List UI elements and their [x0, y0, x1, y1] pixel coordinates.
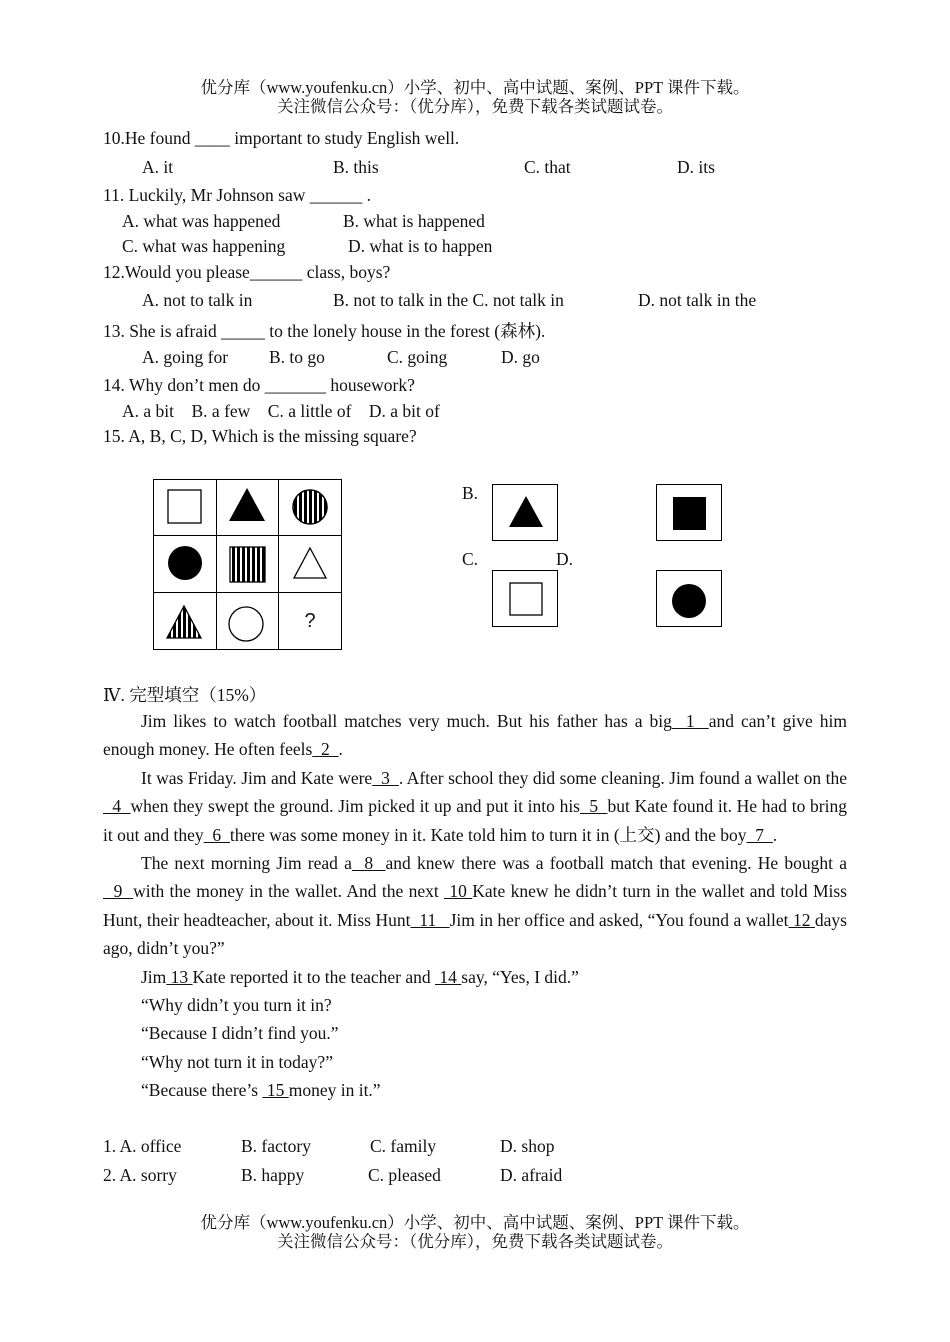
dialogue-line-1: “Why didn’t you turn it in?: [141, 995, 332, 1016]
q10-option-d: D. its: [677, 157, 715, 177]
dialogue-line-4: “Because there’s 15 money in it.”: [141, 1080, 381, 1101]
striped-circle-shape: [279, 480, 341, 535]
option-box-square: [656, 484, 722, 541]
option-box-triangle: [492, 484, 558, 541]
q13-option-d: D. go: [501, 347, 540, 367]
q11-stem: 11. Luckily, Mr Johnson saw ______ .: [103, 185, 371, 205]
blank-13: 13: [166, 966, 193, 987]
header-line-2: 关注微信公众号：（优分库），免费下载各类试题试卷。: [277, 97, 673, 116]
blank-3: 3: [372, 767, 399, 788]
option-filled-square-shape: [657, 485, 720, 539]
blank-9: 9: [103, 881, 134, 902]
striped-triangle-shape: [154, 593, 216, 650]
q12-stem: 12.Would you please______ class, boys?: [103, 262, 391, 282]
paragraph-2: It was Friday. Jim and Kate were 3 . After school they did some cleaning. Jim found a wallet on the 4 when they swept the ground. Jim picked it up and put it into his 5 but Kate found it. He had to bring it out and they 6 there was some money in it. Kate told him to turn it in (上交) and the boy 7 .: [103, 767, 847, 845]
q10-stem: 10.He found ____ important to study English well.: [103, 128, 460, 148]
q13-option-a: A. going for: [142, 347, 229, 367]
q11-option-d: D. what is to happen: [348, 236, 493, 256]
empty-circle-shape: [217, 593, 278, 650]
footer-line-1: 优分库（www.youfenku.cn）小学、初中、高中试题、案例、PPT 课件下载。: [200, 1213, 750, 1232]
blank-7: 7: [746, 824, 773, 845]
q12-option-a: A. not to talk in: [142, 290, 253, 310]
cloze-q1-option-c: C. family: [370, 1136, 437, 1156]
blank-11: 11: [410, 909, 450, 930]
q15-label-c: C.: [462, 549, 479, 569]
cloze-q2-option-a: 2. A. sorry: [103, 1165, 177, 1185]
missing-square-mark: ?: [304, 610, 316, 632]
header-line-1: 优分库（www.youfenku.cn）小学、初中、高中试题、案例、PPT 课件下载。: [200, 78, 750, 97]
cloze-q1-option-b: B. factory: [241, 1136, 311, 1156]
option-filled-circle-shape: [657, 571, 720, 625]
q12-option-bc: B. not to talk in the C. not talk in: [333, 290, 564, 310]
blank-15: 15: [262, 1080, 289, 1101]
q13-option-c: C. going: [387, 347, 448, 367]
footer-line-2: 关注微信公众号：（优分库），免费下载各类试题试卷。: [277, 1232, 673, 1251]
q11-option-c: C. what was happening: [122, 236, 286, 256]
cloze-passage: [103, 707, 847, 1105]
blank-12: 12: [788, 909, 815, 930]
q10-option-b: B. this: [333, 157, 379, 177]
cloze-q2-option-d: D. afraid: [500, 1165, 563, 1185]
q14-options: A. a bit B. a few C. a little of D. a bit of: [122, 401, 440, 421]
q11-option-a: A. what was happened: [122, 211, 281, 231]
puzzle-grid: [153, 479, 342, 650]
option-triangle-shape: [493, 485, 556, 539]
blank-8: 8: [351, 853, 386, 874]
q15-label-b: B.: [462, 483, 479, 503]
blank-10: 10: [444, 881, 473, 902]
blank-5: 5: [580, 796, 608, 817]
q12-option-d: D. not talk in the: [638, 290, 757, 310]
option-box-empty-square: [492, 570, 558, 627]
cloze-q1-option-d: D. shop: [500, 1136, 555, 1156]
cloze-q1-option-a: 1. A. office: [103, 1136, 182, 1156]
q10-option-c: C. that: [524, 157, 571, 177]
q14-stem: 14. Why don’t men do _______ housework?: [103, 375, 415, 395]
cloze-q2-option-b: B. happy: [241, 1165, 305, 1185]
blank-2: 2: [312, 739, 339, 760]
striped-square-shape: [217, 536, 278, 592]
q13-stem: 13. She is afraid _____ to the lonely house in the forest (森林).: [103, 321, 546, 341]
blank-4: 4: [103, 796, 131, 817]
cloze-q2-option-c: C. pleased: [368, 1165, 441, 1185]
dialogue-line-3: “Why not turn it in today?”: [141, 1051, 333, 1072]
dialogue-line-2: “Because I didn’t find you.”: [141, 1023, 339, 1044]
q13-option-b: B. to go: [269, 347, 325, 367]
q15-stem: 15. A, B, C, D, Which is the missing square?: [103, 426, 417, 446]
section-title-cloze: Ⅳ. 完型填空（15%）: [103, 685, 267, 705]
option-empty-square-shape: [493, 571, 556, 625]
paragraph-1: Jim likes to watch football matches very much. But his father has a big 1 and can’t give him enough money. He often feels 2 .: [103, 711, 848, 760]
option-box-circle: [656, 570, 722, 627]
q10-option-a: A. it: [142, 157, 174, 177]
filled-triangle-shape: [217, 480, 278, 535]
blank-14: 14: [435, 966, 462, 987]
paragraph-3: The next morning Jim read a 8 and knew there was a football match that evening. He bought a 9 with the money in the wallet. And the next 10 Kate knew he didn’t turn in the wallet and told Miss Hunt, their headteacher, about it. Miss Hunt 11 Jim in her office and asked, “You found a wallet 12 days ago, didn’t you?”: [103, 853, 848, 959]
filled-circle-shape: [154, 536, 216, 592]
paragraph-4: Jim 13 Kate reported it to the teacher and 14 say, “Yes, I did.”: [141, 966, 579, 987]
q11-option-b: B. what is happened: [343, 211, 485, 231]
empty-triangle-shape: [279, 536, 341, 592]
blank-1: 1: [671, 711, 709, 731]
q15-label-d: D.: [556, 549, 574, 569]
blank-6: 6: [203, 824, 230, 845]
empty-square-shape: [154, 480, 216, 535]
